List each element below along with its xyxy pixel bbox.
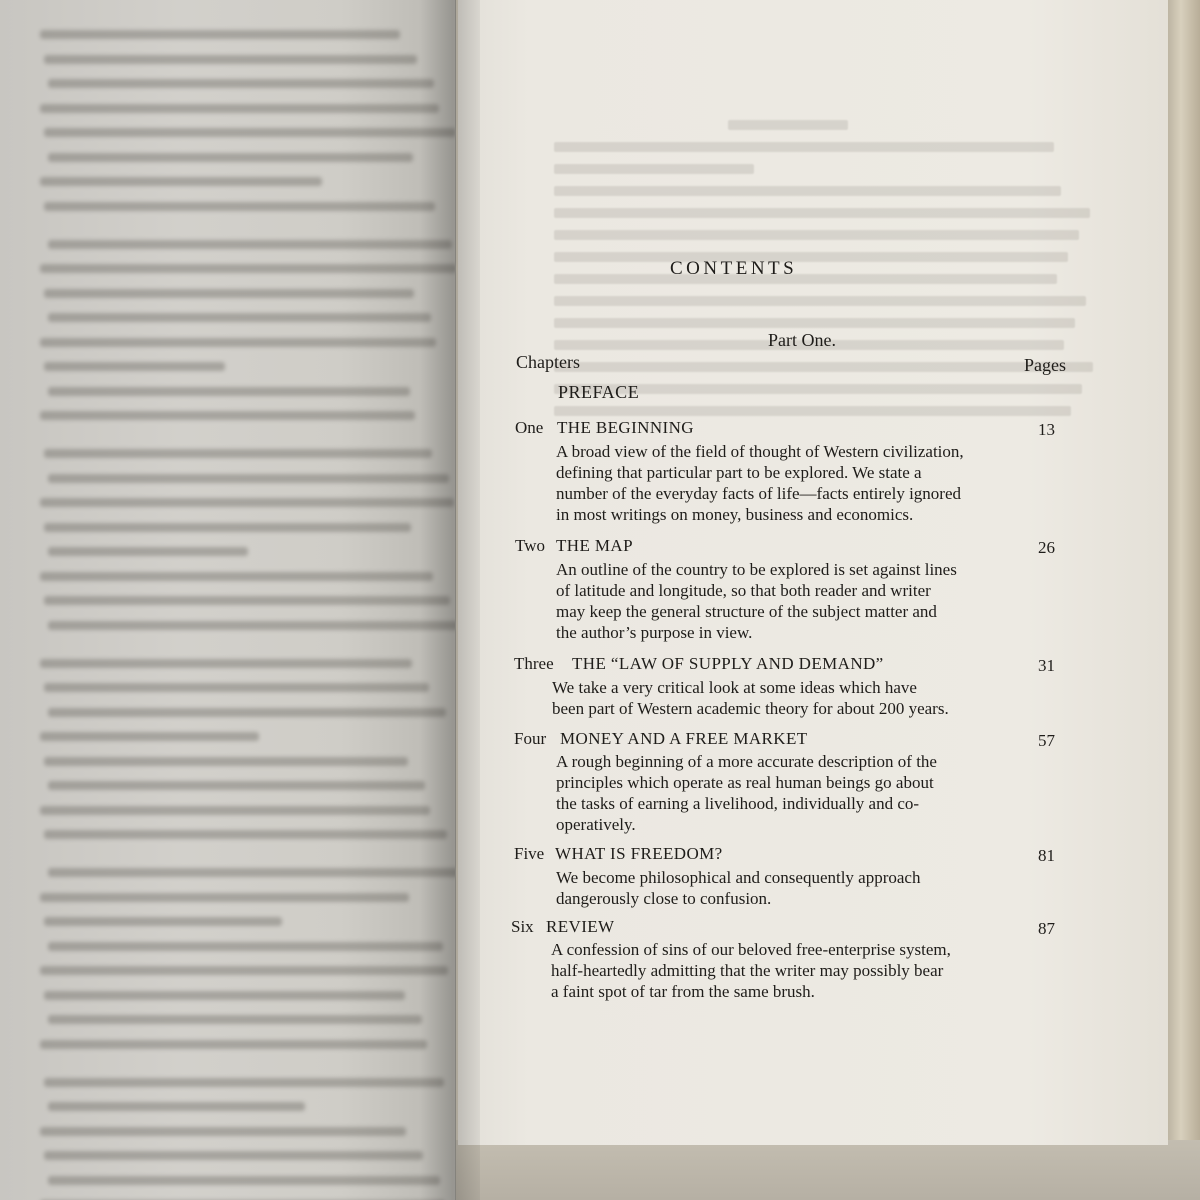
blurred-text-line: [40, 177, 322, 186]
chapter-title: REVIEW: [546, 917, 615, 936]
description-line: may keep the general structure of the subject matter and: [556, 602, 937, 621]
blurred-text-line: [48, 240, 452, 249]
chapter-page: 87: [1038, 919, 1055, 938]
blurred-text-line: [44, 596, 450, 605]
description-line: number of the everyday facts of life—facts entirely ignored: [556, 484, 962, 503]
chapter-title: WHAT IS FREEDOM?: [555, 844, 723, 863]
blurred-text-line: [44, 289, 414, 298]
blurred-text-line: [40, 411, 415, 420]
chapter-description: [556, 751, 1044, 835]
book-cover-edge: [1168, 0, 1200, 1200]
description-line: An outline of the country to be explored is set against lines: [556, 560, 957, 579]
blurred-text-line: [44, 362, 225, 371]
blurred-text-line: [48, 1176, 440, 1185]
description-line: A confession of sins of our beloved free-enterprise system,: [551, 940, 951, 959]
blurred-text-line: [44, 202, 435, 211]
page-bottom-edge: [440, 1140, 1200, 1200]
blurred-text-line: [48, 79, 434, 88]
blurred-text-line: [48, 781, 425, 790]
chapter-number: One: [515, 418, 544, 437]
blurred-text-line: [48, 942, 443, 951]
blurred-text-line: [48, 547, 248, 556]
right-page: [458, 0, 1168, 1145]
chapter-number: Six: [511, 917, 534, 936]
description-line: We become philosophical and consequently approach: [556, 868, 921, 887]
chapter-description: [552, 677, 1046, 719]
blurred-text-line: [40, 806, 430, 815]
blurred-text-line: [48, 153, 413, 162]
blurred-text-line: [44, 683, 429, 692]
chapter-description: [551, 939, 1045, 1002]
description-line: principles which operate as real human beings go about: [556, 773, 934, 792]
chapter-title: THE MAP: [556, 536, 633, 555]
blurred-text-line: [40, 893, 409, 902]
chapter-title: THE BEGINNING: [557, 418, 694, 437]
blurred-text-line: [40, 30, 400, 39]
blurred-text-line: [44, 991, 405, 1000]
blurred-text-line: [40, 104, 439, 113]
chapter-number: Three: [514, 654, 554, 673]
chapter-page: 31: [1038, 656, 1055, 675]
blurred-text-line: [40, 732, 259, 741]
description-line: the author’s purpose in view.: [556, 623, 753, 642]
blurred-text-line: [44, 55, 417, 64]
part-heading: Part One.: [768, 330, 836, 350]
blurred-text-line: [44, 830, 447, 839]
chapter-title: MONEY AND A FREE MARKET: [560, 729, 808, 748]
blurred-text-line: [48, 387, 410, 396]
description-line: dangerously close to confusion.: [556, 889, 772, 908]
left-page-blurred-text: [20, 10, 450, 1190]
contents-title: CONTENTS: [670, 258, 798, 279]
blurred-text-line: [40, 1127, 406, 1136]
chapter-title: THE “LAW OF SUPPLY AND DEMAND”: [572, 654, 884, 673]
blurred-text-line: [44, 523, 411, 532]
description-line: in most writings on money, business and economics.: [556, 505, 914, 524]
blurred-text-line: [40, 498, 454, 507]
chapter-description: [556, 559, 1044, 643]
blurred-text-line: [48, 708, 446, 717]
description-line: defining that particular part to be explored. We state a: [556, 463, 922, 482]
description-line: half-heartedly admitting that the writer may possibly bear: [551, 961, 944, 980]
blurred-text-line: [44, 1078, 444, 1087]
left-page: [0, 0, 456, 1200]
table-of-contents: [458, 0, 1168, 1145]
blurred-text-line: [40, 572, 433, 581]
blurred-text-line: [40, 338, 436, 347]
description-line: operatively.: [556, 815, 636, 834]
blurred-text-line: [44, 757, 408, 766]
description-line: of latitude and longitude, so that both reader and writer: [556, 581, 931, 600]
blurred-text-line: [48, 1102, 305, 1111]
preface-entry: PREFACE: [558, 382, 640, 402]
blurred-text-line: [44, 917, 282, 926]
blurred-text-line: [44, 128, 456, 137]
chapters-column-heading: Chapters: [516, 352, 580, 372]
chapter-page: 57: [1038, 731, 1055, 750]
description-line: been part of Western academic theory for about 200 years.: [552, 699, 949, 718]
blurred-text-line: [48, 1015, 422, 1024]
blurred-text-line: [48, 868, 456, 877]
chapter-number: Four: [514, 729, 547, 748]
blurred-text-line: [40, 264, 456, 273]
description-line: a faint spot of tar from the same brush.: [551, 982, 815, 1001]
description-line: the tasks of earning a livelihood, individually and co-: [556, 794, 920, 813]
description-line: A rough beginning of a more accurate description of the: [556, 752, 937, 771]
blurred-text-line: [40, 1040, 427, 1049]
chapter-description: [556, 441, 1044, 525]
chapter-number: Five: [514, 844, 545, 863]
blurred-text-line: [48, 621, 456, 630]
chapter-description: [556, 867, 1044, 909]
chapter-number: Two: [515, 536, 545, 555]
chapter-page: 81: [1038, 846, 1055, 865]
chapter-page: 26: [1038, 538, 1055, 557]
description-line: A broad view of the field of thought of Western civilization,: [556, 442, 964, 461]
blurred-text-line: [44, 449, 432, 458]
blurred-text-line: [48, 474, 449, 483]
chapter-page: 13: [1038, 420, 1055, 439]
pages-column-heading: Pages: [1024, 355, 1066, 375]
blurred-text-line: [40, 659, 412, 668]
blurred-text-line: [44, 1151, 423, 1160]
blurred-text-line: [48, 313, 431, 322]
description-line: We take a very critical look at some ideas which have: [552, 678, 917, 697]
blurred-text-line: [40, 966, 448, 975]
book-gutter-shadow: [420, 0, 480, 1200]
